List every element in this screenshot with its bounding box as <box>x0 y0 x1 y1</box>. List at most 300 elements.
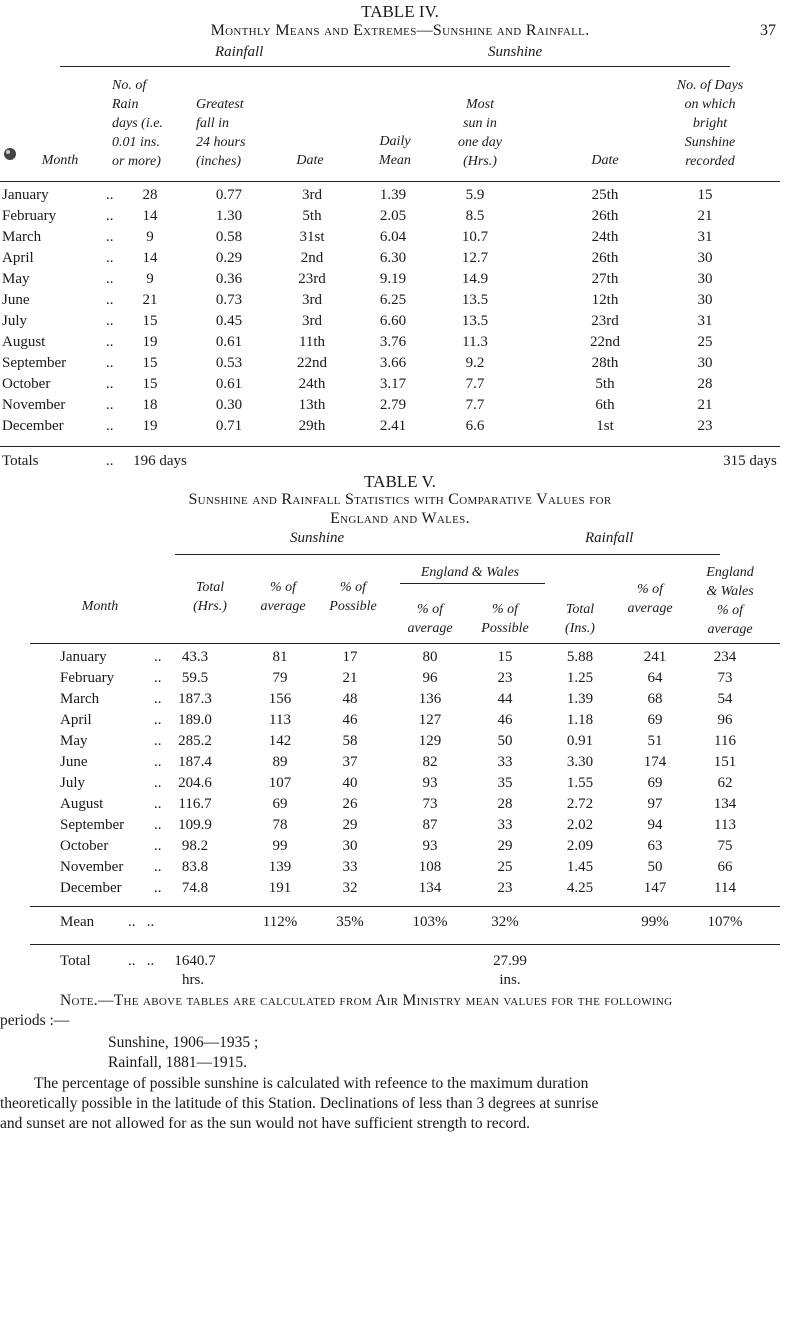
ew-rain-cell: 134 <box>713 796 737 812</box>
total-ins-value: 27.99 <box>493 953 527 969</box>
month-label: February <box>2 208 57 224</box>
greatest-fall-cell: 0.29 <box>215 250 243 266</box>
table-row <box>0 418 800 440</box>
pct-possible-cell: 21 <box>342 670 358 686</box>
table-row <box>0 880 800 902</box>
table5-mean-rule <box>30 944 780 945</box>
table-row <box>0 355 800 377</box>
ew-possible-cell: 23 <box>497 880 513 896</box>
total-hrs-cell: 74.8 <box>181 880 209 896</box>
rain-avg-cell: 241 <box>643 649 667 665</box>
rain-days-cell: 18 <box>142 397 158 413</box>
t5-header-pct-possible: % of Possible <box>329 580 377 614</box>
rain-avg-cell: 94 <box>647 817 663 833</box>
rain-days-cell: 19 <box>142 334 158 350</box>
bright-days-cell: 23 <box>697 418 713 434</box>
pct-avg-cell: 78 <box>272 817 288 833</box>
note-rainfall: Rainfall, 1881—1915. <box>108 1054 248 1071</box>
pct-possible-cell: 46 <box>342 712 358 728</box>
daily-mean-cell: 1.39 <box>379 187 407 203</box>
month-label: October <box>60 838 109 854</box>
month-label: April <box>60 712 92 728</box>
total-hrs-cell: 189.0 <box>178 712 212 728</box>
daily-mean-cell: 2.05 <box>379 208 407 224</box>
table4-group-sunshine: Sunshine <box>488 44 543 60</box>
table5-header-rule <box>30 643 780 644</box>
pct-avg-cell: 79 <box>272 670 288 686</box>
month-label: August <box>60 796 104 812</box>
pct-possible-cell: 30 <box>342 838 358 854</box>
ew-avg-cell: 129 <box>418 733 442 749</box>
table-row <box>0 313 800 335</box>
pct-possible-cell: 48 <box>342 691 358 707</box>
total-hrs-cell: 43.3 <box>181 649 209 665</box>
total-ins-cell: 1.45 <box>566 859 594 875</box>
date2-cell: 24th <box>591 229 619 245</box>
month-label: December <box>60 880 122 896</box>
daily-mean-cell: 6.60 <box>379 313 407 329</box>
greatest-fall-cell: 0.77 <box>215 187 243 203</box>
rain-days-cell: 9 <box>146 229 154 245</box>
total-ins-cell: 2.02 <box>566 817 594 833</box>
leader-dots: .. <box>106 292 114 308</box>
mean-ew-possible: 32% <box>491 914 519 930</box>
leader-dots: .. <box>154 691 162 707</box>
table-row <box>0 271 800 293</box>
leader-dots: .. <box>154 649 162 665</box>
most-sun-cell: 8.5 <box>465 208 485 224</box>
greatest-fall-cell: 0.61 <box>215 376 243 392</box>
most-sun-cell: 10.7 <box>461 229 489 245</box>
mean-ew-avg: 103% <box>412 914 448 930</box>
page-number: 37 <box>760 22 776 39</box>
leader-dots: .. <box>154 859 162 875</box>
pct-avg-cell: 113 <box>269 712 291 728</box>
note-para-line1: The percentage of possible sunshine is calculated with refeence to the maximum duration <box>34 1075 589 1092</box>
total-ins-cell: 1.18 <box>566 712 594 728</box>
t4-header-date2: Date <box>591 153 619 168</box>
rain-days-cell: 14 <box>142 208 158 224</box>
total-hrs-value: 1640.7 <box>174 953 216 969</box>
month-label: June <box>60 754 88 770</box>
pct-avg-cell: 139 <box>268 859 292 875</box>
totals-label: Totals <box>2 453 39 469</box>
leader-dots: .. .. <box>128 953 155 969</box>
daily-mean-cell: 6.04 <box>379 229 407 245</box>
t4-header-date: Date <box>296 153 324 168</box>
date-cell: 29th <box>298 418 326 434</box>
total-hrs-cell: 187.3 <box>178 691 212 707</box>
note-line2: periods :— <box>0 1012 70 1029</box>
table5-title-line2: England and Wales. <box>330 510 470 527</box>
total-ins-cell: 1.55 <box>566 775 594 791</box>
date2-cell: 26th <box>591 250 619 266</box>
table5-group-rainfall: Rainfall <box>585 530 634 546</box>
table5-group-sunshine: Sunshine <box>290 530 345 546</box>
pct-possible-cell: 40 <box>342 775 358 791</box>
month-label: October <box>2 376 51 392</box>
ew-rain-cell: 116 <box>714 733 736 749</box>
table-row <box>0 838 800 860</box>
ew-possible-cell: 23 <box>497 670 513 686</box>
mean-label: Mean <box>60 914 95 930</box>
table-row <box>0 229 800 251</box>
ew-avg-cell: 82 <box>422 754 438 770</box>
total-hrs-cell: 116.7 <box>178 796 212 812</box>
bright-days-cell: 15 <box>697 187 713 203</box>
leader-dots: .. <box>106 334 114 350</box>
most-sun-cell: 13.5 <box>461 313 489 329</box>
ew-avg-cell: 73 <box>422 796 438 812</box>
total-hrs-cell: 285.2 <box>178 733 212 749</box>
ew-possible-cell: 29 <box>497 838 513 854</box>
rain-avg-cell: 51 <box>647 733 663 749</box>
rain-days-cell: 15 <box>142 376 158 392</box>
ew-rain-cell: 54 <box>717 691 733 707</box>
total-hrs-cell: 204.6 <box>178 775 212 791</box>
table-row <box>0 691 800 713</box>
t5-header-month: Month <box>81 599 119 614</box>
table-row <box>0 796 800 818</box>
mean-rain-avg: 99% <box>641 914 669 930</box>
table5-title-line1: Sunshine and Rainfall Statistics with Comparative Values for <box>188 491 612 508</box>
ew-possible-cell: 25 <box>497 859 513 875</box>
leader-dots: .. <box>106 271 114 287</box>
ew-avg-cell: 93 <box>422 838 438 854</box>
most-sun-cell: 13.5 <box>461 292 489 308</box>
date-cell: 13th <box>298 397 326 413</box>
table-row <box>0 187 800 209</box>
greatest-fall-cell: 0.71 <box>215 418 243 434</box>
total-ins-cell: 1.25 <box>566 670 594 686</box>
table5-total-units <box>0 972 800 994</box>
pct-possible-cell: 33 <box>342 859 358 875</box>
ew-avg-cell: 108 <box>418 859 442 875</box>
table4-label: TABLE IV. <box>361 2 439 21</box>
most-sun-cell: 7.7 <box>465 397 485 413</box>
bright-days-cell: 31 <box>697 229 713 245</box>
ew-possible-cell: 33 <box>497 817 513 833</box>
daily-mean-cell: 6.30 <box>379 250 407 266</box>
bright-days-cell: 30 <box>697 355 713 371</box>
month-label: August <box>2 334 46 350</box>
note-line1: Note.—The above tables are calculated from Air Ministry mean values for the following <box>60 992 673 1009</box>
rain-days-cell: 19 <box>142 418 158 434</box>
month-label: July <box>60 775 86 791</box>
leader-dots: .. <box>106 355 114 371</box>
month-label: February <box>60 670 115 686</box>
total-hrs-cell: 187.4 <box>178 754 212 770</box>
most-sun-cell: 7.7 <box>465 376 485 392</box>
pct-avg-cell: 89 <box>272 754 288 770</box>
total-hrs-cell: 109.9 <box>178 817 212 833</box>
table-row <box>0 775 800 797</box>
bright-days-cell: 21 <box>697 208 713 224</box>
ew-avg-cell: 87 <box>422 817 438 833</box>
rain-avg-cell: 64 <box>647 670 663 686</box>
leader-dots: .. <box>154 733 162 749</box>
date2-cell: 5th <box>595 376 615 392</box>
total-ins-cell: 0.91 <box>566 733 594 749</box>
t5-header-pct-avg: % of average <box>260 580 306 614</box>
ew-avg-cell: 93 <box>422 775 438 791</box>
pct-avg-cell: 69 <box>272 796 288 812</box>
t4-header-daily-mean: Daily Mean <box>379 134 411 168</box>
rain-days-cell: 14 <box>142 250 158 266</box>
total-hrs-cell: 59.5 <box>181 670 209 686</box>
month-label: November <box>2 397 66 413</box>
month-label: January <box>60 649 107 665</box>
total-ins-cell: 5.88 <box>566 649 594 665</box>
total-ins-cell: 4.25 <box>566 880 594 896</box>
date2-cell: 1st <box>596 418 614 434</box>
pct-possible-cell: 32 <box>342 880 358 896</box>
total-ins-cell: 3.30 <box>566 754 594 770</box>
pct-avg-cell: 156 <box>268 691 292 707</box>
ew-rain-cell: 113 <box>714 817 736 833</box>
totals-bright-days: 315 days <box>723 453 777 469</box>
greatest-fall-cell: 0.58 <box>215 229 243 245</box>
leader-dots: .. <box>154 754 162 770</box>
t5-header-total-hrs: Total (Hrs.) <box>193 580 227 614</box>
date-cell: 3rd <box>302 313 322 329</box>
bright-days-cell: 30 <box>697 250 713 266</box>
t4-header-bright-days: No. of Days on which bright Sunshine recorded <box>676 78 744 169</box>
most-sun-cell: 14.9 <box>461 271 489 287</box>
greatest-fall-cell: 1.30 <box>215 208 243 224</box>
t5-header-ew-pct-possible: % of Possible <box>481 602 529 636</box>
table5-body-rule <box>30 906 780 907</box>
date-cell: 31st <box>299 229 325 245</box>
t5-header-ew-rain: England & Wales % of average <box>706 565 754 637</box>
rain-days-cell: 15 <box>142 313 158 329</box>
table4-body-rule <box>0 446 780 447</box>
leader-dots: .. <box>154 670 162 686</box>
date-cell: 22nd <box>297 355 327 371</box>
ew-avg-cell: 96 <box>422 670 438 686</box>
date2-cell: 25th <box>591 187 619 203</box>
bright-days-cell: 25 <box>697 334 713 350</box>
t4-header-most-sun: Most sun in one day (Hrs.) <box>458 97 502 169</box>
rain-days-cell: 28 <box>142 187 158 203</box>
ew-avg-cell: 80 <box>422 649 438 665</box>
leader-dots: .. <box>154 880 162 896</box>
total-hrs-cell: 83.8 <box>181 859 209 875</box>
month-label: September <box>2 355 67 371</box>
table-row <box>0 859 800 881</box>
t5-header-total-ins: Total (Ins.) <box>565 602 595 636</box>
ew-rain-cell: 66 <box>717 859 733 875</box>
ornament-icon <box>2 146 18 167</box>
total-label: Total <box>60 953 91 969</box>
date-cell: 5th <box>302 208 322 224</box>
month-label: December <box>2 418 64 434</box>
leader-dots: .. <box>106 313 114 329</box>
rain-days-cell: 15 <box>142 355 158 371</box>
month-label: March <box>60 691 100 707</box>
pct-possible-cell: 17 <box>342 649 358 665</box>
table-row <box>0 208 800 230</box>
ew-rain-cell: 96 <box>717 712 733 728</box>
month-label: January <box>2 187 49 203</box>
ew-avg-cell: 127 <box>418 712 442 728</box>
most-sun-cell: 11.3 <box>462 334 488 350</box>
leader-dots: .. <box>154 817 162 833</box>
date-cell: 11th <box>298 334 326 350</box>
leader-dots: .. <box>106 397 114 413</box>
table-row <box>0 250 800 272</box>
month-label: March <box>2 229 42 245</box>
hrs-unit: hrs. <box>181 972 205 988</box>
month-label: September <box>60 817 125 833</box>
bright-days-cell: 31 <box>697 313 713 329</box>
date2-cell: 28th <box>591 355 619 371</box>
ew-rain-cell: 75 <box>717 838 733 854</box>
pct-avg-cell: 99 <box>272 838 288 854</box>
pct-possible-cell: 37 <box>342 754 358 770</box>
mean-pct-possible: 35% <box>336 914 364 930</box>
table5-top-rule <box>175 554 720 555</box>
table4-group-rainfall: Rainfall <box>215 44 264 60</box>
greatest-fall-cell: 0.30 <box>215 397 243 413</box>
rain-avg-cell: 69 <box>647 712 663 728</box>
daily-mean-cell: 2.41 <box>379 418 407 434</box>
t4-header-month: Month <box>41 153 79 168</box>
ew-rain-cell: 62 <box>717 775 733 791</box>
ew-possible-cell: 35 <box>497 775 513 791</box>
rain-avg-cell: 174 <box>643 754 667 770</box>
pct-possible-cell: 29 <box>342 817 358 833</box>
table5-label: TABLE V. <box>364 472 436 491</box>
t5-header-ew-pct-avg: % of average <box>407 602 453 636</box>
daily-mean-cell: 2.79 <box>379 397 407 413</box>
greatest-fall-cell: 0.53 <box>215 355 243 371</box>
daily-mean-cell: 3.66 <box>379 355 407 371</box>
total-ins-cell: 2.09 <box>566 838 594 854</box>
mean-ew-rain: 107% <box>707 914 743 930</box>
date-cell: 23rd <box>298 271 326 287</box>
table4-top-rule <box>60 66 730 67</box>
total-hrs-cell: 98.2 <box>181 838 209 854</box>
month-label: July <box>2 313 28 329</box>
ew-possible-cell: 28 <box>497 796 513 812</box>
table-row <box>0 292 800 314</box>
rain-avg-cell: 147 <box>643 880 667 896</box>
ew-rain-cell: 73 <box>717 670 733 686</box>
date-cell: 3rd <box>302 187 322 203</box>
month-label: November <box>60 859 124 875</box>
leader-dots: .. <box>106 418 114 434</box>
pct-possible-cell: 26 <box>342 796 358 812</box>
month-label: June <box>2 292 30 308</box>
ew-possible-cell: 50 <box>497 733 513 749</box>
ew-avg-cell: 136 <box>418 691 442 707</box>
t5-header-ew-group: England & Wales <box>420 565 520 580</box>
table-row <box>0 670 800 692</box>
rain-avg-cell: 97 <box>647 796 663 812</box>
note-sunshine: Sunshine, 1906—1935 ; <box>108 1034 259 1051</box>
bright-days-cell: 28 <box>697 376 713 392</box>
bright-days-cell: 21 <box>697 397 713 413</box>
ew-possible-cell: 33 <box>497 754 513 770</box>
ew-rain-cell: 151 <box>713 754 737 770</box>
ew-rain-cell: 114 <box>714 880 736 896</box>
pct-avg-cell: 142 <box>268 733 292 749</box>
pct-avg-cell: 191 <box>268 880 292 896</box>
most-sun-cell: 9.2 <box>465 355 485 371</box>
leader-dots: .. <box>106 250 114 266</box>
leader-dots: .. <box>154 712 162 728</box>
date-cell: 24th <box>298 376 326 392</box>
date2-cell: 26th <box>591 208 619 224</box>
daily-mean-cell: 6.25 <box>379 292 407 308</box>
date2-cell: 6th <box>595 397 615 413</box>
leader-dots: .. <box>154 775 162 791</box>
table-row <box>0 397 800 419</box>
ew-rain-cell: 234 <box>713 649 737 665</box>
bright-days-cell: 30 <box>697 292 713 308</box>
daily-mean-cell: 3.76 <box>379 334 407 350</box>
greatest-fall-cell: 0.73 <box>215 292 243 308</box>
date2-cell: 22nd <box>590 334 620 350</box>
leader-dots: .. <box>106 229 114 245</box>
total-ins-cell: 1.39 <box>566 691 594 707</box>
daily-mean-cell: 3.17 <box>379 376 407 392</box>
greatest-fall-cell: 0.45 <box>215 313 243 329</box>
table-row <box>0 712 800 734</box>
table4-title: Monthly Means and Extremes—Sunshine and Rainfall. <box>210 22 590 39</box>
daily-mean-cell: 9.19 <box>379 271 407 287</box>
note-para-line3: and sunset are not allowed for as the sun would not have sufficient strength to record. <box>0 1115 531 1132</box>
leader-dots: .. <box>106 187 114 203</box>
mean-pct-avg: 112% <box>262 914 298 930</box>
pct-avg-cell: 81 <box>272 649 288 665</box>
t4-header-greatest-fall: Greatest fall in 24 hours (inches) <box>196 97 246 169</box>
table5-mean-row <box>0 914 800 936</box>
date2-cell: 12th <box>591 292 619 308</box>
t4-header-rain-days: No. of Rain days (i.e. 0.01 ins. or more) <box>112 78 163 169</box>
date-cell: 3rd <box>302 292 322 308</box>
ew-possible-cell: 46 <box>497 712 513 728</box>
month-label: May <box>2 271 30 287</box>
ew-avg-cell: 134 <box>418 880 442 896</box>
table-row <box>0 733 800 755</box>
date-cell: 2nd <box>300 250 324 266</box>
total-ins-cell: 2.72 <box>566 796 594 812</box>
date2-cell: 27th <box>591 271 619 287</box>
bright-days-cell: 30 <box>697 271 713 287</box>
greatest-fall-cell: 0.36 <box>215 271 243 287</box>
rain-avg-cell: 50 <box>647 859 663 875</box>
date2-cell: 23rd <box>591 313 619 329</box>
note-para-line2: theoretically possible in the latitude of this Station. Declinations of less than 3 degrees at sunrise <box>0 1095 599 1112</box>
leader-dots: .. <box>106 376 114 392</box>
leader-dots: .. <box>154 838 162 854</box>
rain-avg-cell: 68 <box>647 691 663 707</box>
rain-avg-cell: 69 <box>647 775 663 791</box>
table-row <box>0 376 800 398</box>
most-sun-cell: 5.9 <box>465 187 485 203</box>
ins-unit: ins. <box>499 972 521 988</box>
pct-possible-cell: 58 <box>342 733 358 749</box>
t5-header-rain-pct-avg: % of average <box>627 582 673 616</box>
month-label: April <box>2 250 34 266</box>
leader-dots: .. <box>106 208 114 224</box>
leader-dots: .. .. <box>128 914 155 930</box>
table-row <box>0 649 800 671</box>
rain-days-cell: 9 <box>146 271 154 287</box>
table-row <box>0 334 800 356</box>
